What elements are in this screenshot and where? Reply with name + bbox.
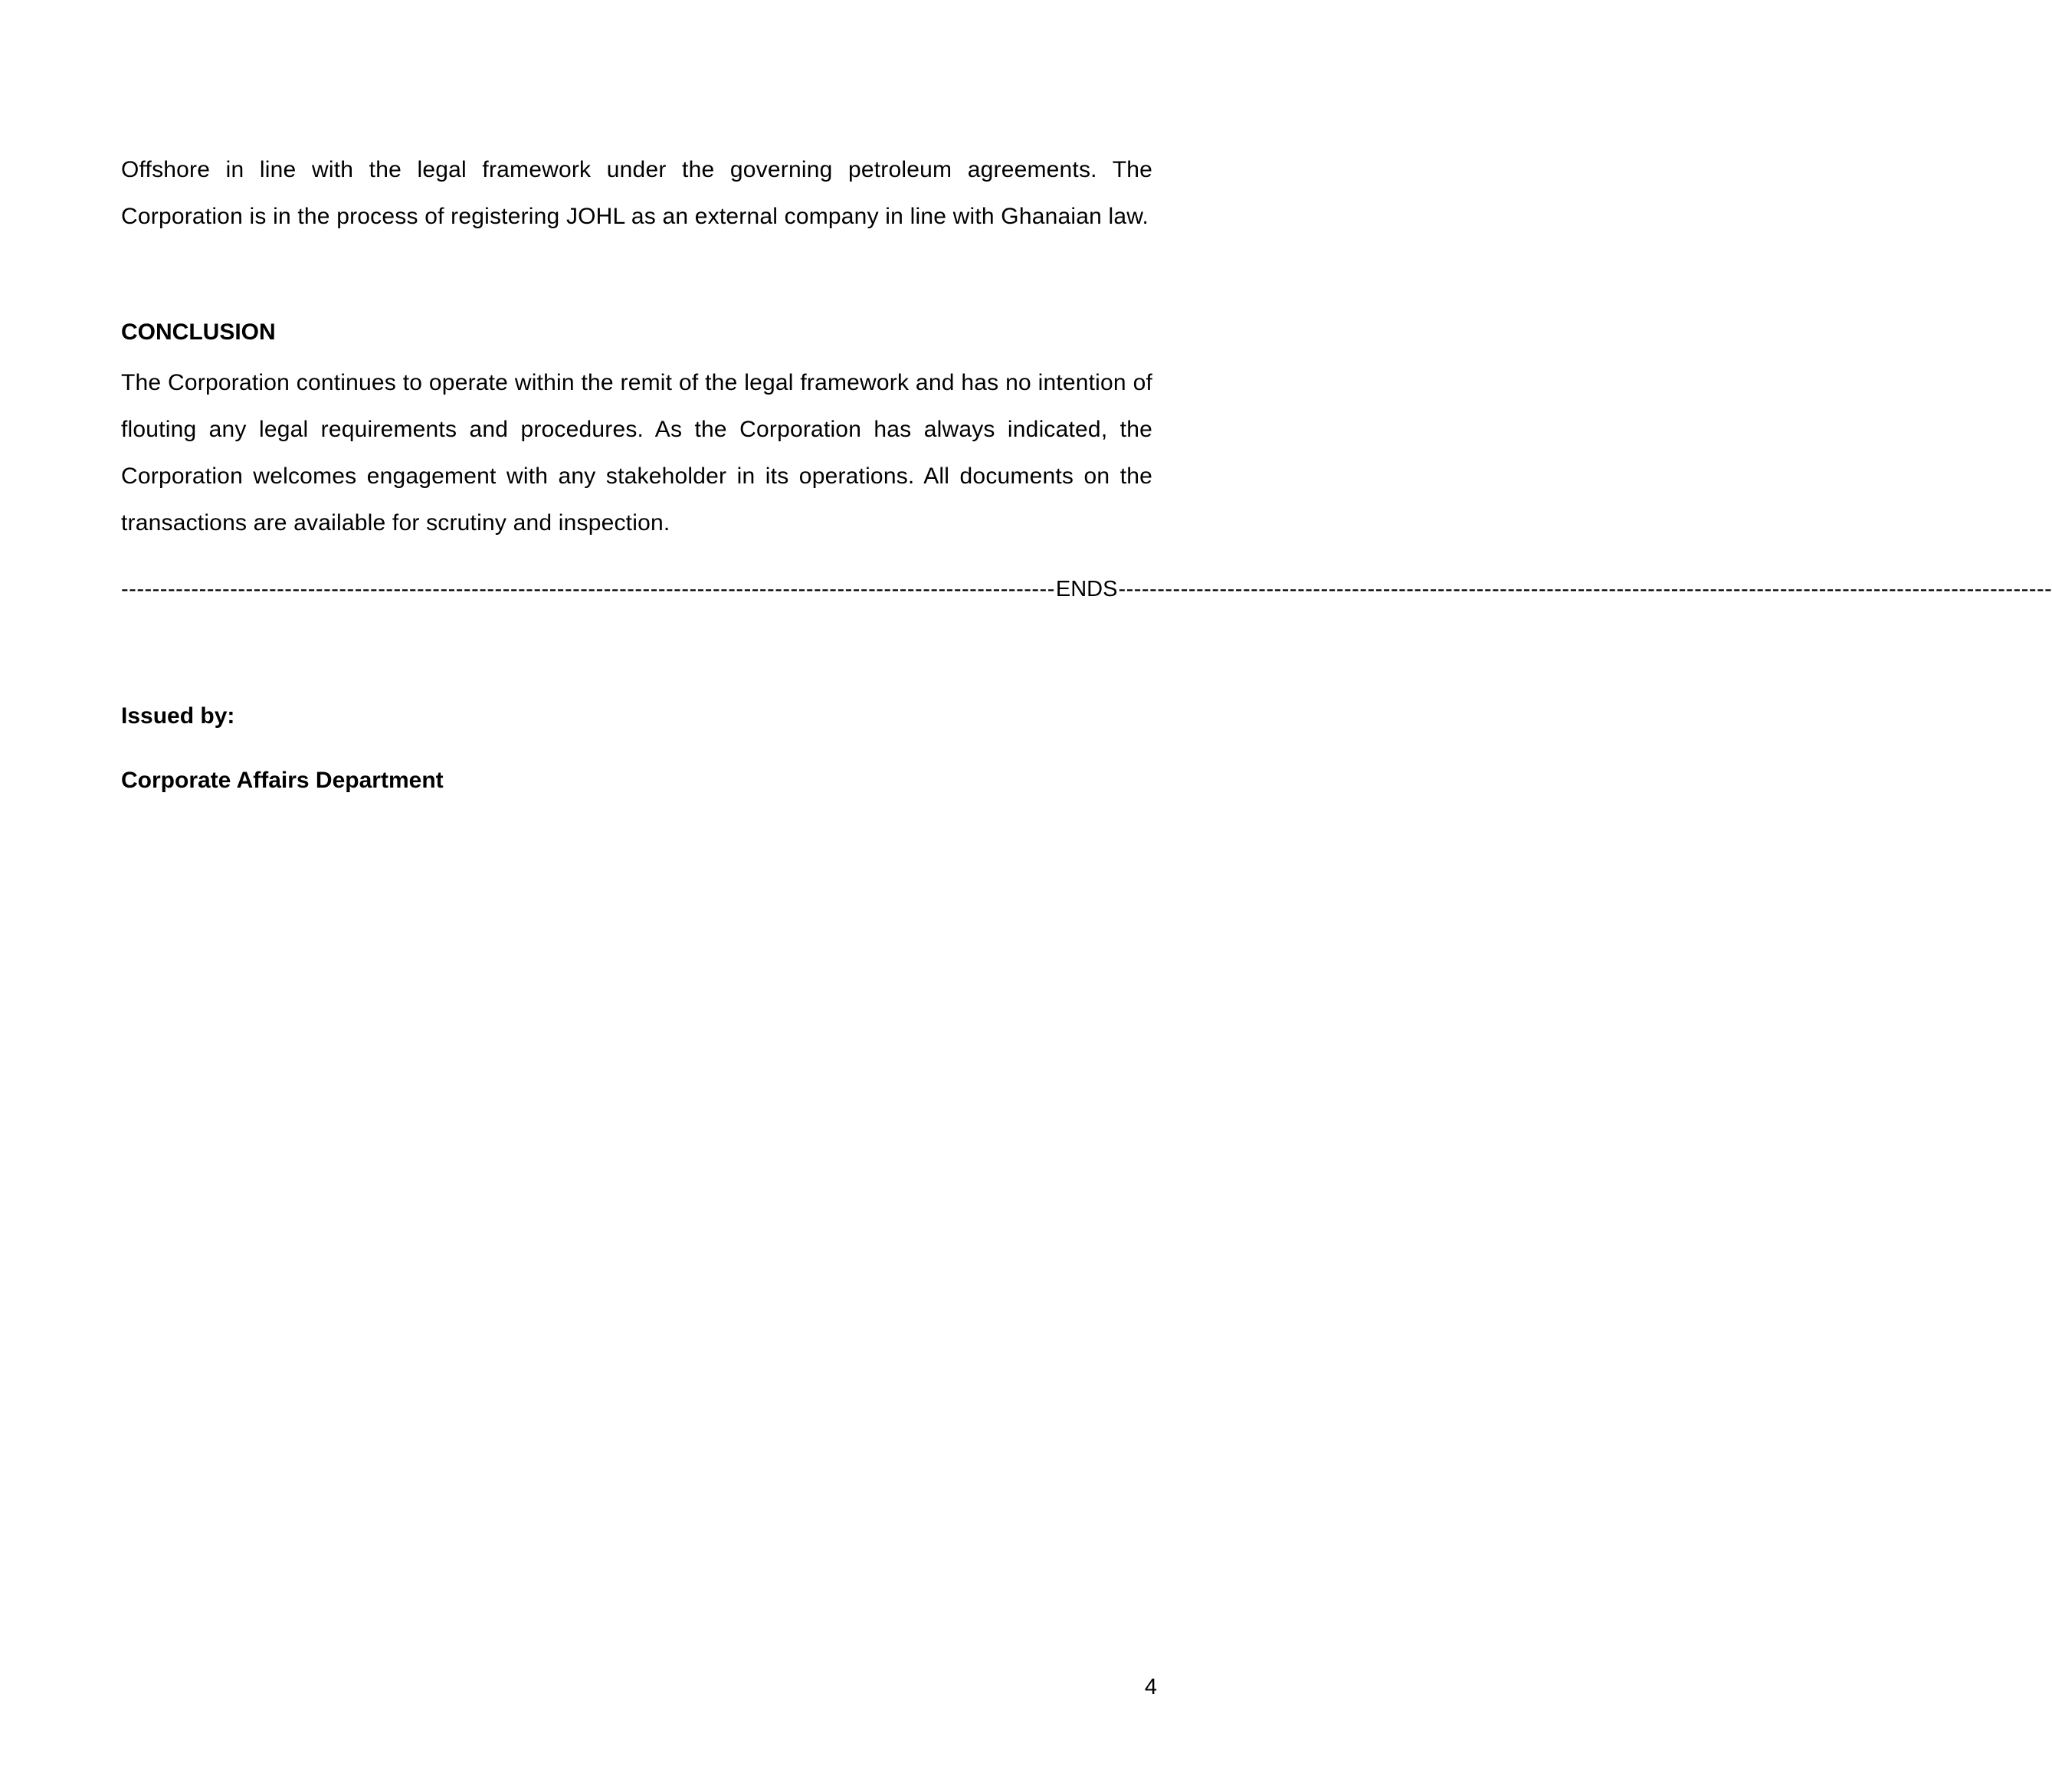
page-number: 4 (1144, 1675, 1157, 1699)
issued-by-label: Issued by: (121, 703, 235, 729)
conclusion-heading: CONCLUSION (121, 319, 276, 345)
ends-separator (121, 571, 2052, 608)
conclusion-paragraph: The Corporation continues to operate within the remit of the legal framework and has no intention of flouting any legal requirements and procedures. As the Corporation has always indicated, the Corporation welcomes engagement with any stakeholder in its operations. All documents on the transactions are available for scrutiny and inspection. (121, 370, 1152, 536)
intro-paragraph: Offshore in line with the legal framework under the governing petroleum agreements. The Corporation is in the process of registering JOHL as an external company in line with Ghanaian law. (121, 157, 1152, 229)
ends-marker: ENDS (1055, 577, 1118, 601)
issuer-department: Corporate Affairs Department (121, 768, 444, 793)
dash-line-left: ------------------------------------------------------------------------------------------------------------------------ (121, 577, 1055, 601)
dash-line-right: ------------------------------------------------------------------------------------------------------------------------ (1118, 577, 2052, 601)
